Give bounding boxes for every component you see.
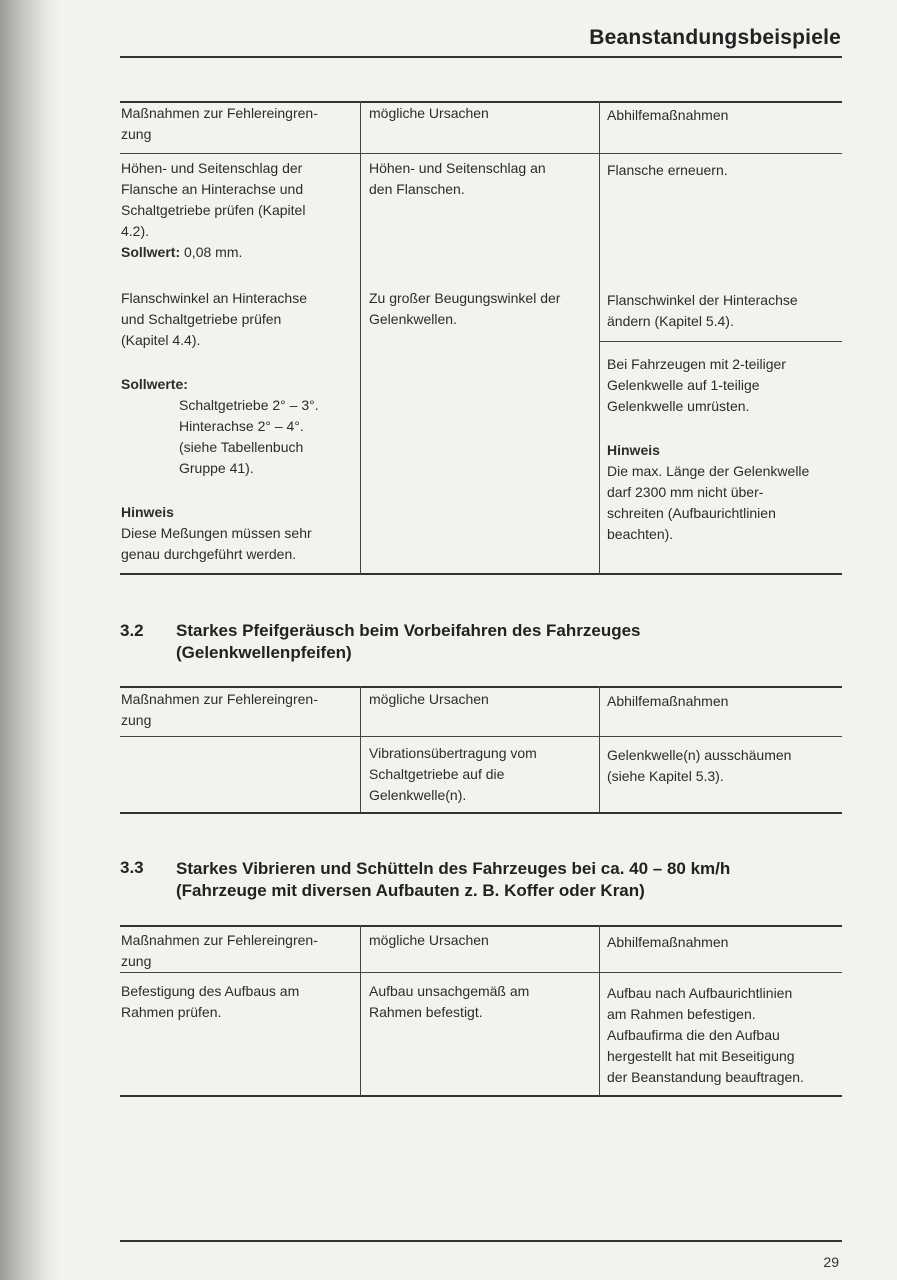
header-line: zung xyxy=(121,712,152,728)
row2-measures xyxy=(121,288,357,351)
text-line: Rahmen prüfen. xyxy=(121,1004,222,1020)
column-divider xyxy=(599,101,600,574)
running-header: Beanstandungsbeispiele xyxy=(589,26,841,49)
text-line: Flansche erneuern. xyxy=(607,162,728,178)
text-line: und Schaltgetriebe prüfen xyxy=(121,311,282,327)
table-top-rule xyxy=(120,686,842,688)
text-line: hergestellt hat mit Beseitigung xyxy=(607,1048,795,1064)
header-rule xyxy=(120,56,842,58)
column-header-causes: mögliche Ursachen xyxy=(369,105,489,121)
text-line: Flanschwinkel an Hinterachse xyxy=(121,290,307,306)
text-line: Aufbau nach Aufbaurichtlinien xyxy=(607,985,793,1001)
text-line: Schaltgetriebe auf die xyxy=(369,766,505,782)
text-line: Höhen- und Seitenschlag der xyxy=(121,160,303,176)
row1-measures xyxy=(121,158,357,263)
text-line: Hinterachse 2° – 4°. xyxy=(179,418,304,434)
text-line: (siehe Tabellenbuch xyxy=(179,439,304,455)
text-line: Bei Fahrzeugen mit 2-teiliger xyxy=(607,356,786,372)
page-gutter-shadow xyxy=(0,0,60,1280)
cell-separator xyxy=(600,341,842,342)
text-line: ändern (Kapitel 5.4). xyxy=(607,313,734,329)
text-line: Rahmen befestigt. xyxy=(369,1004,483,1020)
text-line: den Flanschen. xyxy=(369,181,465,197)
hinweis-label: Hinweis xyxy=(607,442,660,458)
text-line: Gelenkwelle umrüsten. xyxy=(607,398,750,414)
text-line: (siehe Kapitel 5.3). xyxy=(607,768,724,784)
row2-hinweis xyxy=(121,502,357,565)
column-header-causes: mögliche Ursachen xyxy=(369,691,489,707)
page-number: 29 xyxy=(823,1254,839,1270)
remedies-cell xyxy=(607,983,839,1088)
causes-cell xyxy=(369,981,594,1023)
sollwert-value: 0,08 mm. xyxy=(180,244,243,260)
text-line: Schaltgetriebe 2° – 3°. xyxy=(179,397,319,413)
text-line: Diese Meßungen müssen sehr xyxy=(121,525,312,541)
footer-rule xyxy=(120,1240,842,1242)
text-line: Gelenkwelle(n) ausschäumen xyxy=(607,747,792,763)
text-line: Gelenkwellen. xyxy=(369,311,457,327)
text-line: Zu großer Beugungswinkel der xyxy=(369,290,561,306)
row2-remedies xyxy=(607,290,839,332)
row1-remedies xyxy=(607,160,839,181)
column-divider xyxy=(360,686,361,813)
table-top-rule xyxy=(120,925,842,927)
text-line: Höhen- und Seitenschlag an xyxy=(369,160,546,176)
header-line: zung xyxy=(121,126,152,142)
section-title xyxy=(176,858,836,902)
column-header-remedies: Abhilfemaßnahmen xyxy=(607,107,729,123)
table-header-rule xyxy=(120,972,842,973)
text-line: Befestigung des Aufbaus am xyxy=(121,983,300,999)
column-header-measures xyxy=(121,103,353,145)
column-header-measures xyxy=(121,689,353,731)
section-number: 3.3 xyxy=(120,858,144,877)
header-line: Maßnahmen zur Fehlereingren- xyxy=(121,691,318,707)
row2-remedies-hinweis xyxy=(607,440,839,545)
text-line: (Kapitel 4.4). xyxy=(121,332,201,348)
column-header-remedies: Abhilfemaßnahmen xyxy=(607,934,729,950)
column-header-remedies: Abhilfemaßnahmen xyxy=(607,693,729,709)
text-line: Schaltgetriebe prüfen (Kapitel xyxy=(121,202,306,218)
text-line: 4.2). xyxy=(121,223,150,239)
row2-remedies-alt xyxy=(607,354,839,417)
column-header-measures xyxy=(121,930,353,972)
text-line: Flanschwinkel der Hinterachse xyxy=(607,292,798,308)
table-header-rule xyxy=(120,153,842,154)
text-line: beachten). xyxy=(607,526,674,542)
sollwert-line xyxy=(121,242,357,263)
header-line: zung xyxy=(121,953,152,969)
text-line: Gruppe 41). xyxy=(179,460,254,476)
text-line: Aufbaufirma die den Aufbau xyxy=(607,1027,780,1043)
column-header-causes: mögliche Ursachen xyxy=(369,932,489,948)
text-line: Aufbau unsachgemäß am xyxy=(369,983,530,999)
header-line: Maßnahmen zur Fehlereingren- xyxy=(121,105,318,121)
text-line: Die max. Länge der Gelenkwelle xyxy=(607,463,810,479)
column-divider xyxy=(599,686,600,813)
text-line: Gelenkwelle auf 1-teilige xyxy=(607,377,760,393)
table-bottom-rule xyxy=(120,573,842,575)
measures-cell xyxy=(121,981,357,1023)
table-header-rule xyxy=(120,736,842,737)
title-line: (Gelenkwellenpfeifen) xyxy=(176,643,352,662)
column-divider xyxy=(599,925,600,1096)
row2-sollwerte xyxy=(121,374,357,479)
text-line: Gelenkwelle(n). xyxy=(369,787,467,803)
causes-cell xyxy=(369,743,594,806)
header-line: Maßnahmen zur Fehlereingren- xyxy=(121,932,318,948)
text-line: der Beanstandung beauftragen. xyxy=(607,1069,804,1085)
remedies-cell xyxy=(607,745,839,787)
sollwert-label: Sollwert: xyxy=(121,244,181,260)
section-title xyxy=(176,620,836,664)
row1-causes xyxy=(369,158,594,200)
title-line: Starkes Pfeifgeräusch beim Vorbeifahren des Fahrzeuges xyxy=(176,621,641,640)
table-bottom-rule xyxy=(120,1095,842,1097)
text-line: darf 2300 mm nicht über- xyxy=(607,484,764,500)
table-bottom-rule xyxy=(120,812,842,814)
column-divider xyxy=(360,925,361,1096)
section-number: 3.2 xyxy=(120,621,144,640)
text-line: am Rahmen befestigen. xyxy=(607,1006,756,1022)
sollwerte-label: Sollwerte: xyxy=(121,376,188,392)
text-line: Vibrationsübertragung vom xyxy=(369,745,537,761)
text-line: schreiten (Aufbaurichtlinien xyxy=(607,505,776,521)
text-line: genau durchgeführt werden. xyxy=(121,546,297,562)
title-line: (Fahrzeuge mit diversen Aufbauten z. B. Koffer oder Kran) xyxy=(176,881,645,900)
column-divider xyxy=(360,101,361,574)
hinweis-label: Hinweis xyxy=(121,504,174,520)
row2-causes xyxy=(369,288,594,330)
title-line: Starkes Vibrieren und Schütteln des Fahrzeuges bei ca. 40 – 80 km/h xyxy=(176,859,731,878)
text-line: Flansche an Hinterachse und xyxy=(121,181,304,197)
